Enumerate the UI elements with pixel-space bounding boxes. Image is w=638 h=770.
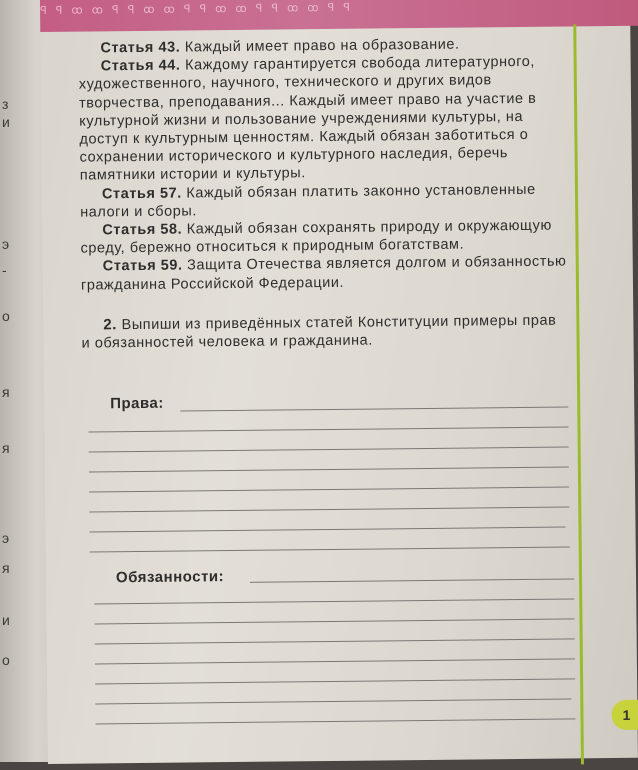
answer-line[interactable] [94, 598, 574, 604]
article-59: Статья 59. Защита Отечества является долгом и обязанностью гражданина Российской Федерации. [80, 253, 567, 294]
task-text: Выпиши из приведённых статей Конституции примеры прав и обязанностей человека и гражданина. [81, 312, 557, 352]
answer-line[interactable] [89, 506, 569, 512]
banner-ornament: ꟼ ꟼ ꝏ ꝏ ꟼ ꟼ ꝏ ꝏ ꟼ ꟼ ꝏ ꝏ ꟼ ꟼ ꝏ ꝏ ꟼ ꟼ [40, 1, 354, 17]
margin-fragment: э [2, 236, 10, 252]
answer-line[interactable] [89, 446, 569, 452]
answer-line[interactable] [95, 698, 571, 704]
answer-line[interactable] [250, 578, 574, 582]
margin-fragment: э [2, 530, 10, 546]
margin-fragment: и [2, 114, 10, 130]
articles-text [78, 34, 569, 352]
rights-label: Права: [110, 394, 164, 413]
answer-line[interactable] [90, 546, 570, 552]
margin-line [573, 24, 584, 764]
answer-line[interactable] [95, 678, 575, 684]
task-2 [81, 311, 569, 353]
margin-fragment: о [2, 308, 10, 324]
answer-line[interactable] [95, 638, 575, 644]
page-number-tab: 1 [611, 700, 638, 730]
answer-line[interactable] [89, 466, 569, 472]
duties-answer-lines[interactable] [94, 578, 575, 724]
margin-fragment: о [2, 652, 10, 668]
article-43: Статья 43. Каждый имеет право на образование. [100, 36, 460, 57]
answer-line[interactable] [95, 658, 575, 664]
workbook-page [40, 0, 638, 764]
article-44: Статья 44. Каждому гарантируется свобода литературного, художественного, научного, технического и других видов творчества, преподавания... Каждый имеет право на участие в культурной жизни и пользование учреждениями культуры, на доступ к культурным ценностям. Каждый обязан заботиться о сохранении исторического и культурного наследия, беречь памятники истории и культуры. [78, 54, 537, 185]
margin-fragment: я [2, 384, 10, 400]
answer-line[interactable] [89, 486, 569, 492]
answer-line[interactable] [90, 527, 566, 533]
article-57: Статья 57. Каждый обязан платить законно установленные налоги и сборы. [80, 181, 536, 221]
answer-line[interactable] [180, 406, 568, 411]
margin-fragment: я [2, 560, 10, 576]
answer-line[interactable] [96, 718, 576, 724]
margin-fragment: я [2, 440, 10, 456]
answer-line[interactable] [94, 618, 574, 624]
article-58: Статья 58. Каждый обязан сохранять природу и окружающую среду, бережно относиться к природным богатствам. [80, 217, 552, 257]
margin-fragment: - [2, 262, 7, 278]
margin-fragment: и [2, 612, 10, 628]
top-banner [40, 0, 638, 32]
margin-fragment: з [2, 96, 9, 112]
task-number: 2. [103, 316, 118, 334]
duties-label: Обязанности: [115, 568, 225, 587]
answer-line[interactable] [88, 426, 568, 432]
rights-answer-lines[interactable] [88, 406, 569, 552]
